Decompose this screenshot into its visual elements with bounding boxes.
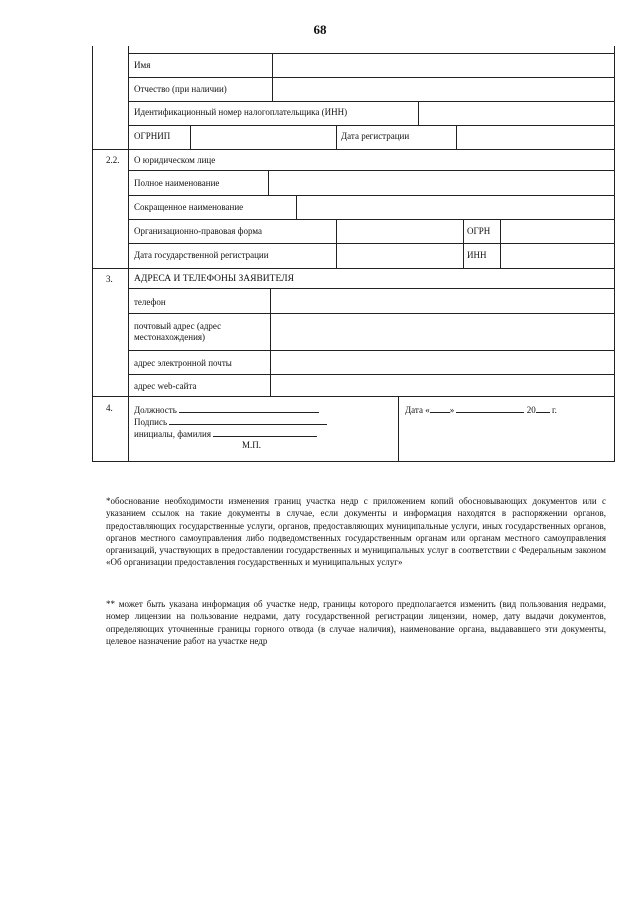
first-name-label: Имя [134, 60, 151, 70]
email-label: адрес электронной почты [134, 358, 232, 368]
position-label: Должность [134, 405, 177, 415]
year-suffix: г. [549, 405, 557, 415]
state-reg-date-label: Дата государственной регистрации [134, 250, 269, 260]
section-2-2-number: 2.2. [106, 155, 120, 165]
date-year-field[interactable] [536, 404, 550, 413]
postal-label-line-1: почтовый адрес (адрес [134, 321, 222, 331]
phone-field[interactable] [271, 289, 614, 313]
patronymic-field[interactable] [273, 78, 614, 101]
position-row [134, 404, 319, 416]
date-label: Дата « [405, 405, 430, 415]
initials-row [134, 428, 317, 440]
ogrnip-field[interactable] [191, 126, 336, 149]
first-name-field[interactable] [273, 54, 614, 77]
footnote-1: *обоснование необходимости изменения границ участка недр с приложением копий обосновывающих документов или с указанием ссылок на такие документы в случае, если документы и информация находятся в распоряжении органов, предоставляющих государственные услуги, органов, предоставляющих муниципальные услуги, иных государственных органов, органов местного самоуправления либо подведомственных государственным органам или органам местного самоуправления организаций, участвующих в предоставлении государственных и муниципальных услуг в соответствии с Федеральным законом «Об организации предоставления государственных и муниципальных услуг» [106, 496, 606, 568]
reg-date-label: Дата регистрации [341, 131, 410, 141]
patronymic-label: Отчество (при наличии) [134, 84, 227, 94]
state-reg-date-field[interactable] [337, 244, 463, 267]
position-field[interactable] [179, 404, 319, 413]
section-3-number: 3. [106, 274, 113, 284]
footnote-2: ** может быть указана информация об участке недр, границы которого предполагается изменить (вид пользования недрами, номер лицензии на пользование недрами, дату государственной регистрации лицензии, номер, дату выдачи документов, определяющих уточненные границы горного отвода (в случае наличия), наименование органа, выдававшего эти документы, целевое назначение работ на участке недр [106, 599, 606, 646]
initials-field[interactable] [213, 428, 317, 437]
email-field[interactable] [271, 351, 614, 374]
section-4-number: 4. [106, 403, 113, 413]
date-month-field[interactable] [456, 404, 524, 413]
initials-label: инициалы, фамилия [134, 429, 211, 439]
inn-field[interactable] [419, 102, 614, 125]
ogrnip-label: ОГРНИП [134, 131, 171, 141]
date-day-field[interactable] [430, 404, 450, 413]
sign-label: Подпись [134, 417, 168, 427]
website-label: адрес web-сайта [134, 381, 197, 391]
legal-form-field[interactable] [336, 220, 463, 243]
inn-label: Идентификационный номер налогоплательщика (ИНН) [134, 107, 348, 117]
phone-label: телефон [134, 297, 166, 307]
legal-inn-field[interactable] [501, 244, 614, 267]
postal-address-field[interactable] [271, 314, 614, 350]
postal-label-line-2: местонахождения) [134, 332, 206, 342]
full-name-label: Полное наименование [134, 178, 220, 188]
sign-row [134, 416, 327, 428]
sign-field[interactable] [169, 416, 327, 425]
stamp-label: М.П. [242, 440, 262, 450]
short-name-label: Сокращенное наименование [134, 202, 244, 212]
page-number: 68 [313, 22, 327, 37]
contacts-heading: АДРЕСА И ТЕЛЕФОНЫ ЗАЯВИТЕЛЯ [134, 274, 294, 284]
full-name-field[interactable] [269, 171, 614, 195]
ogrn-field[interactable] [501, 220, 614, 243]
short-name-field[interactable] [297, 196, 614, 219]
year-prefix: 20 [526, 405, 536, 415]
legal-entity-heading: О юридическом лице [134, 155, 216, 165]
ogrn-label: ОГРН [467, 226, 491, 236]
legal-form-label: Организационно-правовая форма [134, 226, 262, 236]
reg-date-field[interactable] [457, 126, 614, 149]
date-quote-close: » [449, 405, 455, 415]
legal-inn-label: ИНН [467, 250, 487, 260]
date-row [405, 404, 557, 416]
website-field[interactable] [271, 375, 614, 396]
